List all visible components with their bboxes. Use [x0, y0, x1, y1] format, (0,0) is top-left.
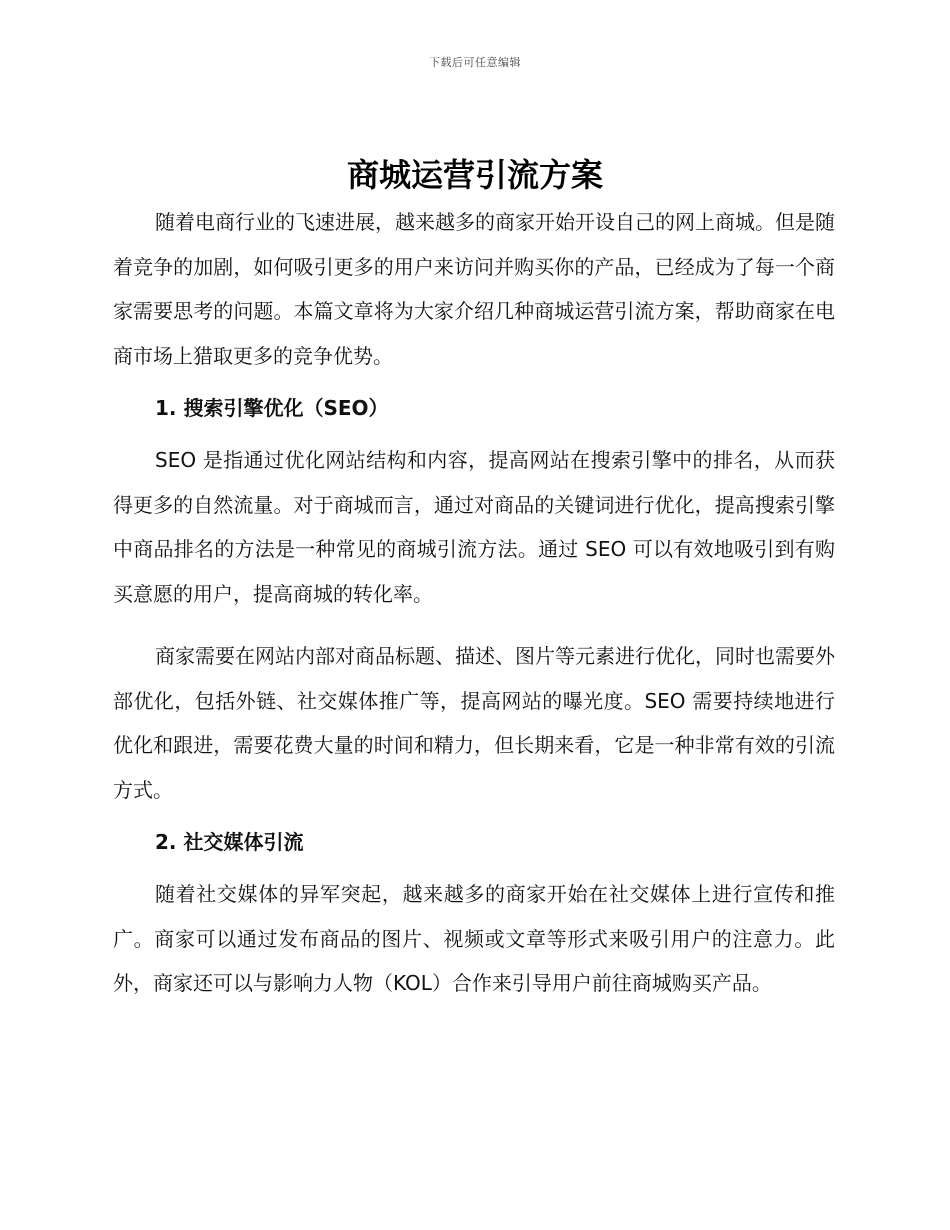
section-heading-seo: 1. 搜索引擎优化（SEO） [155, 396, 389, 420]
section-heading-social: 2. 社交媒体引流 [155, 830, 304, 854]
intro-paragraph: 随着电商行业的飞速进展，越来越多的商家开始开设自己的网上商城。但是随着竞争的加剧，如何吸引更多的用户来访问并购买你的产品，已经成为了每一个商家需要思考的问题。本篇文章将为大家介绍几种商城运营引流方案，帮助商家在电商市场上猎取更多的竞争优势。 [113, 210, 835, 368]
social-paragraph-1: 随着社交媒体的异军突起，越来越多的商家开始在社交媒体上进行宣传和推广。商家可以通过发布商品的图片、视频或文章等形式来吸引用户的注意力。此外，商家还可以与影响力人物（KOL）合作来引导用户前往商城购买产品。 [113, 882, 835, 995]
page-title: 商城运营引流方案 [346, 156, 603, 194]
seo-paragraph-2: 商家需要在网站内部对商品标题、描述、图片等元素进行优化，同时也需要外部优化，包括外链、社交媒体推广等，提高网站的曝光度。SEO 需要持续地进行优化和跟进，需要花费大量的时间和精力，但长期来看，它是一种非常有效的引流方式。 [113, 644, 835, 802]
seo-paragraph-1: SEO 是指通过优化网站结构和内容，提高网站在搜索引擎中的排名，从而获得更多的自然流量。对于商城而言，通过对商品的关键词进行优化，提高搜索引擎中商品排名的方法是一种常见的商城引流方法。通过 SEO 可以有效地吸引到有购买意愿的用户，提高商城的转化率。 [113, 448, 835, 606]
document-body [113, 200, 835, 1006]
header-note: 下载后可任意编辑 [429, 56, 521, 69]
